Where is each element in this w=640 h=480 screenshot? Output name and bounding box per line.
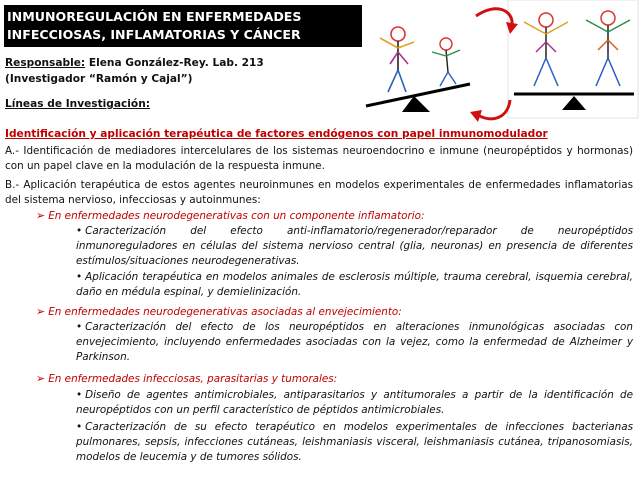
section-heading: Identificación y aplicación terapéutica de factores endógenos con papel inmunomodulador <box>5 128 548 140</box>
seesaw-illustration <box>358 0 640 128</box>
responsable-affiliation: (Investigador “Ramón y Cajal”) <box>5 73 193 85</box>
page-title-line-2: INFECCIOSAS, INFLAMATORIAS Y CÁNCER <box>7 26 301 42</box>
page-title <box>4 5 362 47</box>
group-heading <box>36 209 425 222</box>
responsable-label: Responsable: <box>5 57 86 69</box>
paragraph-b: B.- Aplicación terapéutica de estos agentes neuroinmunes en modelos experimentales de enfermedades inflamatorias del sistema nervioso, infecciosas y autoinmunes: <box>5 179 633 207</box>
page-title-line-1: INMUNOREGULACIÓN EN ENFERMEDADES <box>7 9 302 24</box>
responsable-block <box>5 55 264 87</box>
list-item-text: Caracterización del efecto de los neuropéptidos en alteraciones inmunológicas asociadas con envejecimiento, incluyendo enfermedades asociadas con la vejez, como la enfermedad de Alzheimer y Parkinson. <box>76 321 633 364</box>
list-item-text: Caracterización del efecto anti-inflamatorio/regenerador/reparador de neuropéptidos inmunoreguladores en células del sistema nervioso central (glia, neuronas) en presencia de diferentes estímulos/situaciones neurodegenerativas. <box>76 225 633 268</box>
arrow-right-icon: ➢ <box>36 209 46 222</box>
list-item <box>76 388 633 418</box>
list-item <box>76 224 633 270</box>
group-heading <box>36 372 337 385</box>
list-item-text: Caracterización de su efecto terapéutico en modelos experimentales de infecciones bacterianas pulmonares, sepsis, infecciones cutáneas, leishmaniasis visceral, leishmaniasis cutánea, tripanosomiasis, modelos de leucemia y de tumores sólidos. <box>76 421 633 464</box>
bullet-dot-icon: • <box>76 271 83 283</box>
list-item-text: Diseño de agentes antimicrobiales, antiparasitarios y antitumorales a partir de la identificación de neuropéptidos con un perfil característico de péptidos antimicrobiales. <box>76 389 633 417</box>
responsable-name: Elena González-Rey. Lab. 213 <box>85 57 264 69</box>
list-item <box>76 270 633 300</box>
group-heading-text: En enfermedades neurodegenerativas con un componente inflamatorio: <box>48 210 425 222</box>
bullet-dot-icon: • <box>76 321 83 333</box>
group-heading-text: En enfermedades infecciosas, parasitarias y tumorales: <box>48 373 338 385</box>
cycle-arrows-icon <box>470 9 518 122</box>
arrow-right-icon: ➢ <box>36 372 46 385</box>
list-item <box>76 420 633 466</box>
list-item-text: Aplicación terapéutica en modelos animales de esclerosis múltiple, trauma cerebral, isquemia cerebral, daño en médula espinal, y demielinización. <box>76 271 633 299</box>
group-heading-text: En enfermedades neurodegenerativas asociadas al envejecimiento: <box>48 306 402 318</box>
bullet-dot-icon: • <box>76 421 83 433</box>
paragraph-a: A.- Identificación de mediadores intercelulares de los sistemas neuroendocrino e inmune (neuropéptidos y hormonas) con un papel clave en la modulación de la respuesta inmune. <box>5 145 633 173</box>
seesaw-balanced <box>508 0 638 118</box>
group-heading <box>36 305 402 318</box>
research-lines-title: Líneas de Investigación: <box>5 98 150 110</box>
arrow-right-icon: ➢ <box>36 305 46 318</box>
list-item <box>76 320 633 366</box>
seesaw-tilted <box>366 27 470 112</box>
bullet-dot-icon: • <box>76 225 83 237</box>
bullet-dot-icon: • <box>76 389 83 401</box>
